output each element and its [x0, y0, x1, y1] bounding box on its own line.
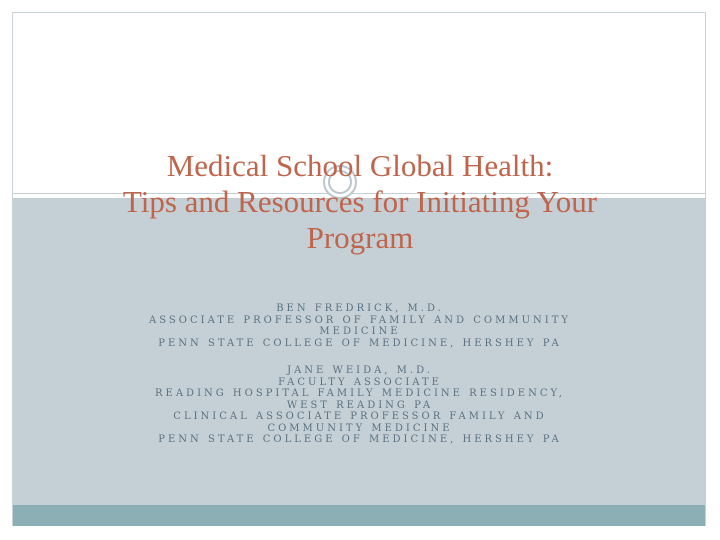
author-name: BEN FREDRICK, M.D.	[276, 303, 444, 314]
author-weida	[0, 365, 720, 446]
author-name: JANE WEIDA, M.D.	[287, 365, 433, 376]
author-affiliation: PENN STATE COLLEGE OF MEDICINE, HERSHEY PA	[158, 337, 562, 349]
slide-footer-band	[13, 505, 705, 526]
title-line-3: Program	[306, 220, 414, 255]
author-title-cont: MEDICINE	[319, 326, 401, 337]
author-title-2-cont: COMMUNITY MEDICINE	[267, 422, 453, 434]
author-affiliation: READING HOSPITAL FAMILY MEDICINE RESIDENCY,	[155, 388, 565, 399]
author-fredrick	[0, 303, 720, 349]
title-line-2: Tips and Resources for Initiating Your	[122, 184, 598, 219]
title-line-1: Medical School Global Health:	[166, 148, 554, 183]
slide-title	[0, 148, 720, 256]
author-affiliation-cont: WEST READING PA	[286, 399, 434, 411]
author-title: FACULTY ASSOCIATE	[278, 376, 442, 388]
author-title-2: CLINICAL ASSOCIATE PROFESSOR FAMILY AND	[173, 411, 547, 422]
author-title: ASSOCIATE PROFESSOR OF FAMILY AND COMMUNITY	[149, 314, 571, 326]
authors-block	[0, 303, 720, 462]
author-affiliation-2: PENN STATE COLLEGE OF MEDICINE, HERSHEY PA	[158, 434, 562, 445]
